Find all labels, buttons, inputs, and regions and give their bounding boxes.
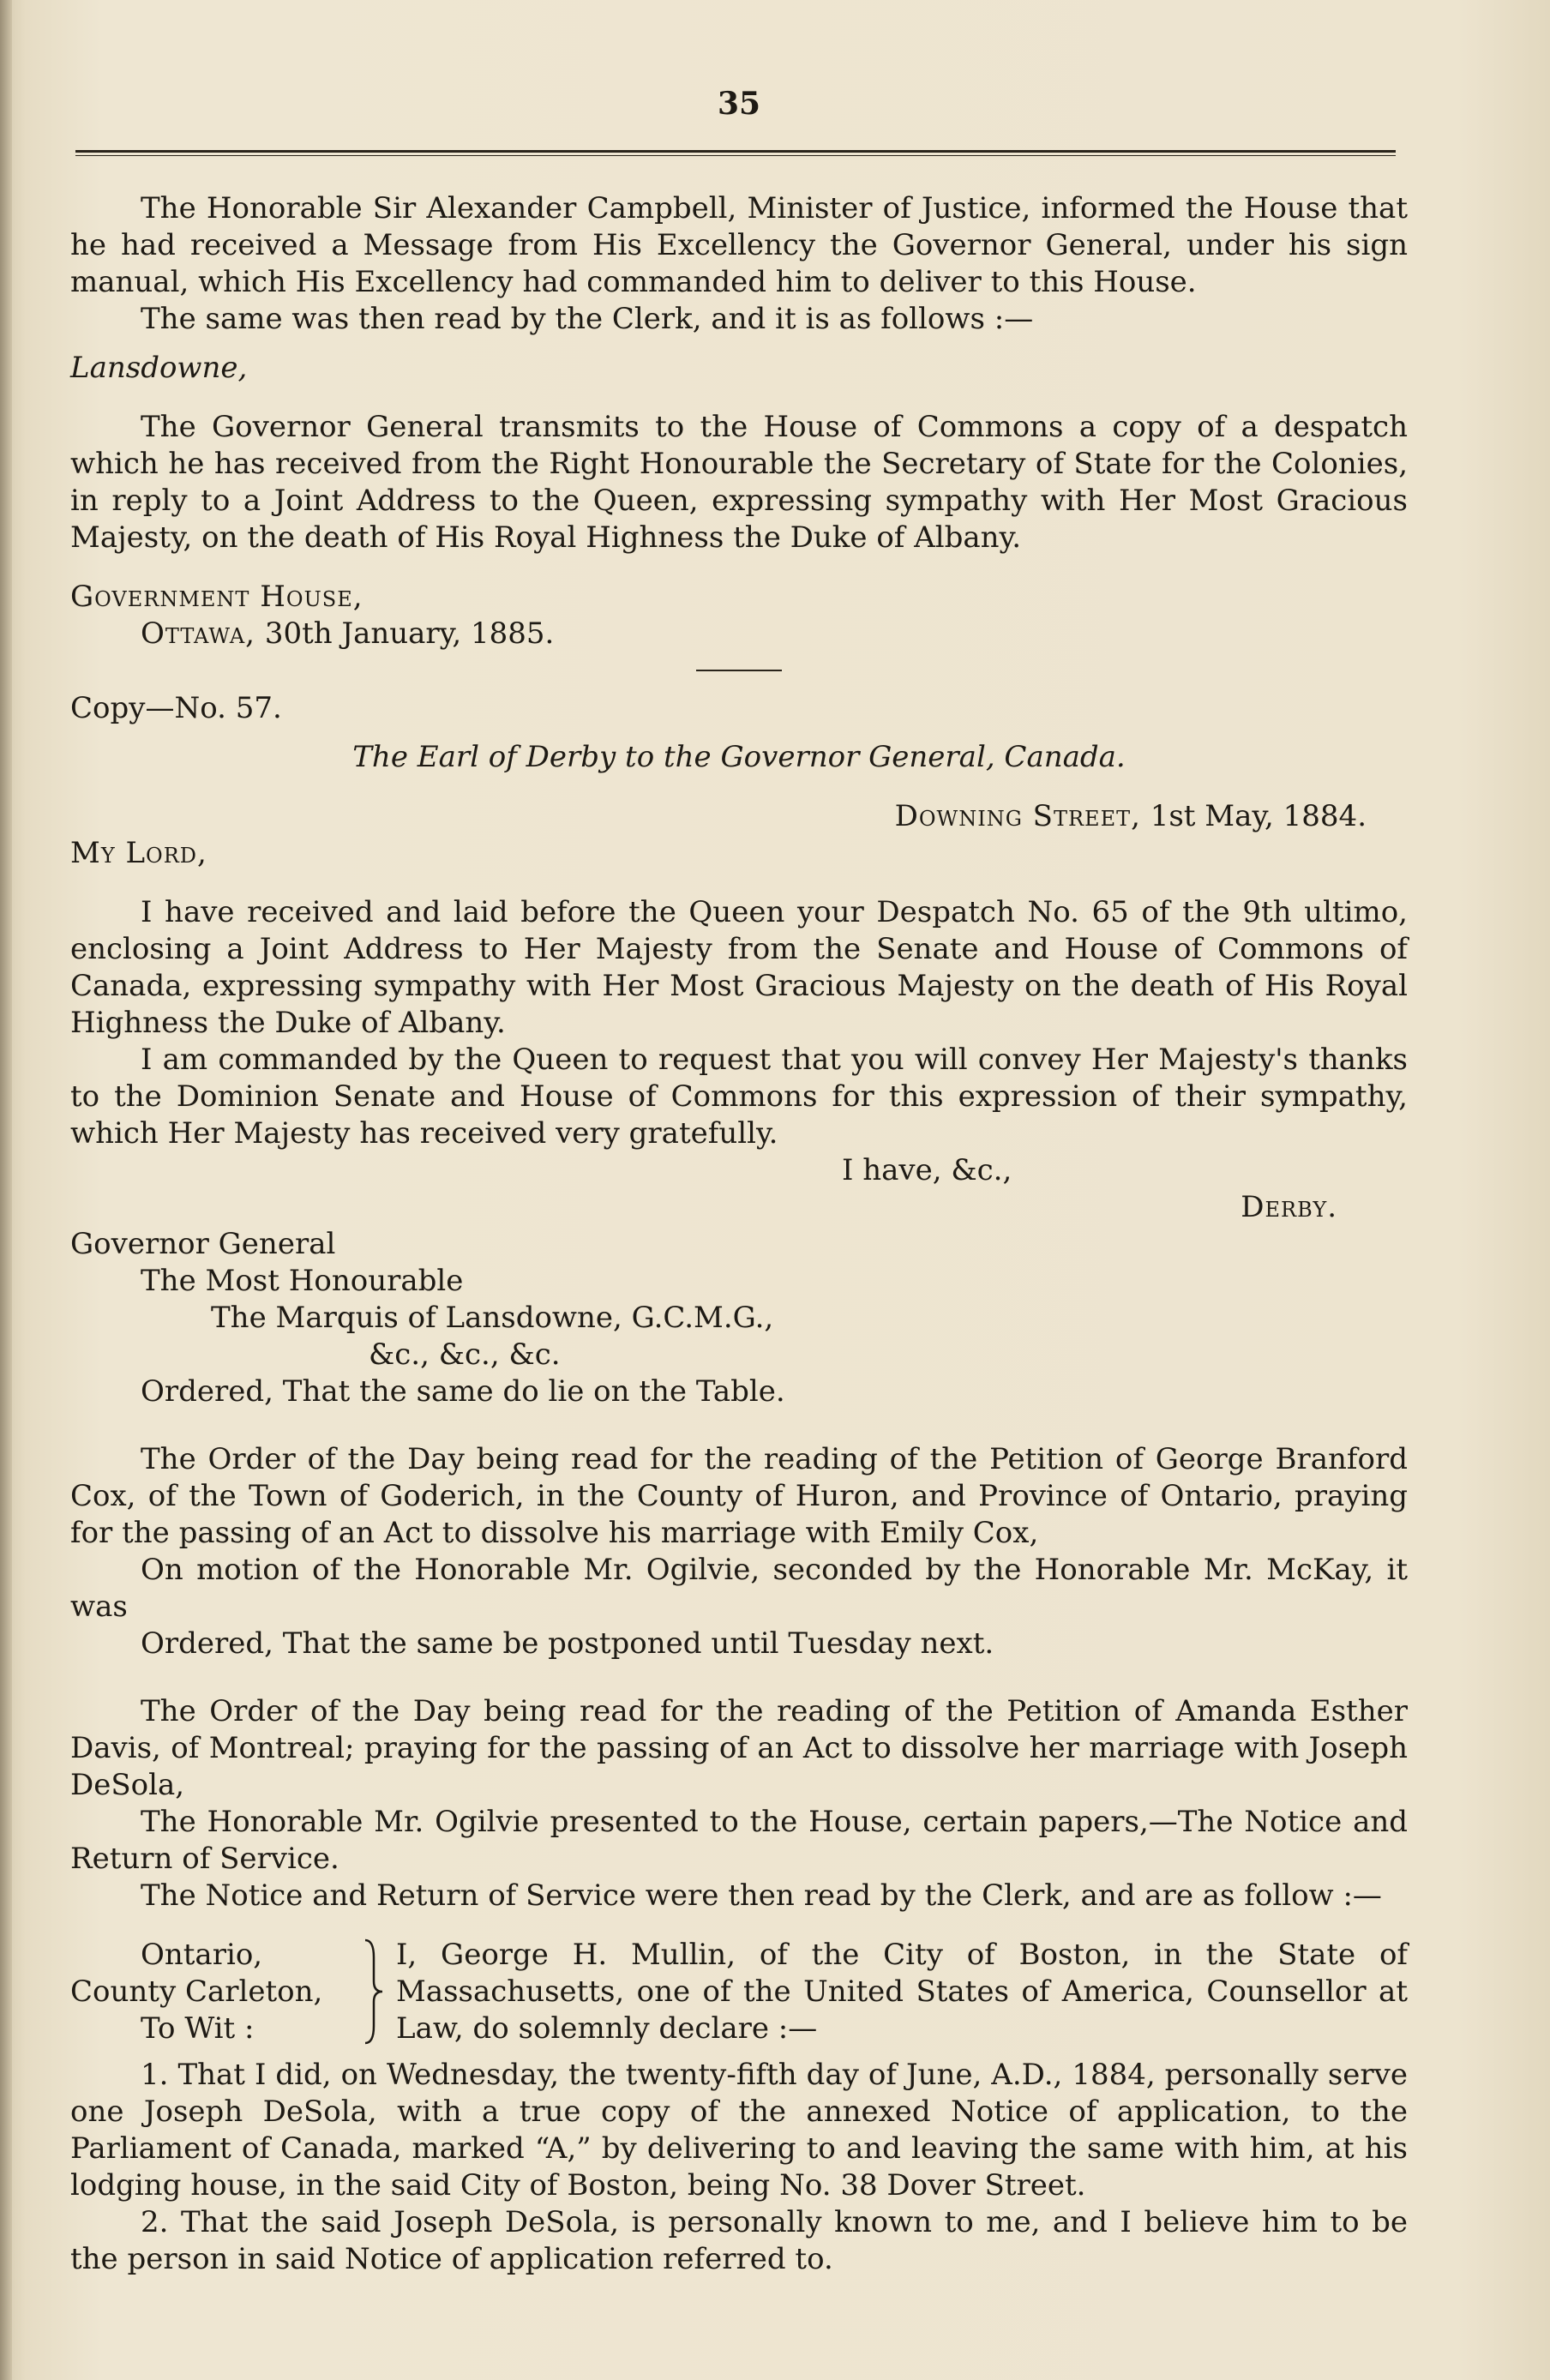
signer-derby: Derby. bbox=[1241, 1190, 1337, 1224]
salutation: My Lord, bbox=[70, 836, 207, 870]
dateline-ottawa-place: Ottawa, bbox=[141, 616, 255, 651]
paragraph-ordered-lie-on-table: Ordered, That the same do lie on the Table. bbox=[141, 1374, 785, 1409]
affidavit-intro: I, George H. Mullin, of the City of Boston, in the State of Massachusetts, one of the United States of America, Counsellor at Law, do solemnly declare :— bbox=[396, 1938, 1408, 2046]
venue-brace bbox=[362, 1937, 396, 2057]
brace-icon bbox=[362, 1937, 386, 2047]
paragraph-affidavit-clause-2: 2. That the said Joseph DeSola, is personally known to me, and I believe him to be the person in said Notice of application referred to. bbox=[70, 2205, 1408, 2276]
page-content bbox=[70, 86, 1408, 2278]
copy-number: Copy—No. 57. bbox=[70, 691, 282, 725]
paragraph-ogilvie-motion: On motion of the Honorable Mr. Ogilvie, seconded by the Honorable Mr. McKay, it was bbox=[70, 1553, 1408, 1624]
affidavit-venue-block bbox=[70, 1937, 1408, 2057]
signature-lansdowne: Lansdowne, bbox=[70, 351, 248, 385]
closing: I have, &c., bbox=[842, 1153, 1012, 1187]
addressee-line-4: &c., &c., &c. bbox=[369, 1337, 561, 1372]
dateline-ottawa-date: 30th January, 1885. bbox=[264, 616, 555, 651]
section-divider bbox=[696, 670, 782, 671]
venue-province: Ontario, bbox=[141, 1938, 263, 1972]
paragraph-ordered-postponed: Ordered, That the same be postponed until Tuesday next. bbox=[141, 1626, 994, 1661]
venue-to-wit: To Wit : bbox=[141, 2011, 255, 2046]
despatch-title: The Earl of Derby to the Governor General, Canada. bbox=[352, 740, 1126, 774]
addressee-line-1: Governor General bbox=[70, 1227, 336, 1261]
paragraph-papers-presented: The Honorable Mr. Ogilvie presented to the House, certain papers,—The Notice and Return of Service. bbox=[70, 1805, 1408, 1876]
dateline-downing-street bbox=[70, 798, 1408, 835]
paragraph-message-received: The Honorable Sir Alexander Campbell, Minister of Justice, informed the House that he had received a Message from His Excellency the Governor General, under his sign manual, which His Excellency had commanded him to deliver to this House. bbox=[70, 191, 1408, 299]
addressee-line-3: The Marquis of Lansdowne, G.C.M.G., bbox=[211, 1301, 774, 1335]
venue-labels bbox=[70, 1937, 362, 2057]
paragraph-notice-read: The Notice and Return of Service were then read by the Clerk, and are as follow :— bbox=[141, 1878, 1382, 1913]
paragraph-commanded-by-queen: I am commanded by the Queen to request that you will convey Her Majesty's thanks to the Dominion Senate and House of Commons for this expression of their sympathy, which Her Majesty has received very gratefully. bbox=[70, 1043, 1408, 1151]
paragraph-read-by-clerk: The same was then read by the Clerk, and it is as follows :— bbox=[141, 302, 1034, 336]
paragraph-despatch-received: I have received and laid before the Queen your Despatch No. 65 of the 9th ultimo, enclosing a Joint Address to Her Majesty from the Senate and House of Commons of Canada, expressing sympathy with Her Most Gracious Majesty on the death of His Royal Highness the Duke of Albany. bbox=[70, 895, 1408, 1040]
paragraph-davis-petition: The Order of the Day being read for the reading of the Petition of Amanda Esther Davis, of Montreal; praying for the passing of an Act to dissolve her marriage with Joseph DeSola, bbox=[70, 1694, 1408, 1802]
header-rule bbox=[75, 150, 1396, 156]
paragraph-governor-transmits: The Governor General transmits to the House of Commons a copy of a despatch which he has received from the Right Honourable the Secretary of State for the Colonies, in reply to a Joint Address to the Queen, expressing sympathy with Her Most Gracious Majesty, on the death of His Royal Highness the Duke of Albany. bbox=[70, 410, 1408, 555]
addressee-line-2: The Most Honourable bbox=[141, 1264, 464, 1298]
page-number: 35 bbox=[717, 86, 761, 122]
dateline-downing-place: Downing Street, bbox=[894, 799, 1141, 833]
paragraph-cox-petition: The Order of the Day being read for the reading of the Petition of George Branford Cox, of the Town of Goderich, in the County of Huron, and Province of Ontario, praying for the passing of an Act to dissolve his marriage with Emily Cox, bbox=[70, 1442, 1408, 1550]
government-house: Government House, bbox=[70, 580, 363, 614]
page-binding-shadow bbox=[0, 0, 12, 2380]
paragraph-affidavit-clause-1: 1. That I did, on Wednesday, the twenty-fifth day of June, A.D., 1884, personally serve one Joseph DeSola, with a true copy of the annexed Notice of application, to the Parliament of Canada, marked “A,” by delivering to and leaving the same with him, at his lodging house, in the said City of Boston, being No. 38 Dover Street. bbox=[70, 2058, 1408, 2203]
venue-county: County Carleton, bbox=[70, 1974, 323, 2009]
dateline-downing-date: 1st May, 1884. bbox=[1150, 799, 1367, 833]
dateline-ottawa bbox=[70, 616, 1408, 652]
